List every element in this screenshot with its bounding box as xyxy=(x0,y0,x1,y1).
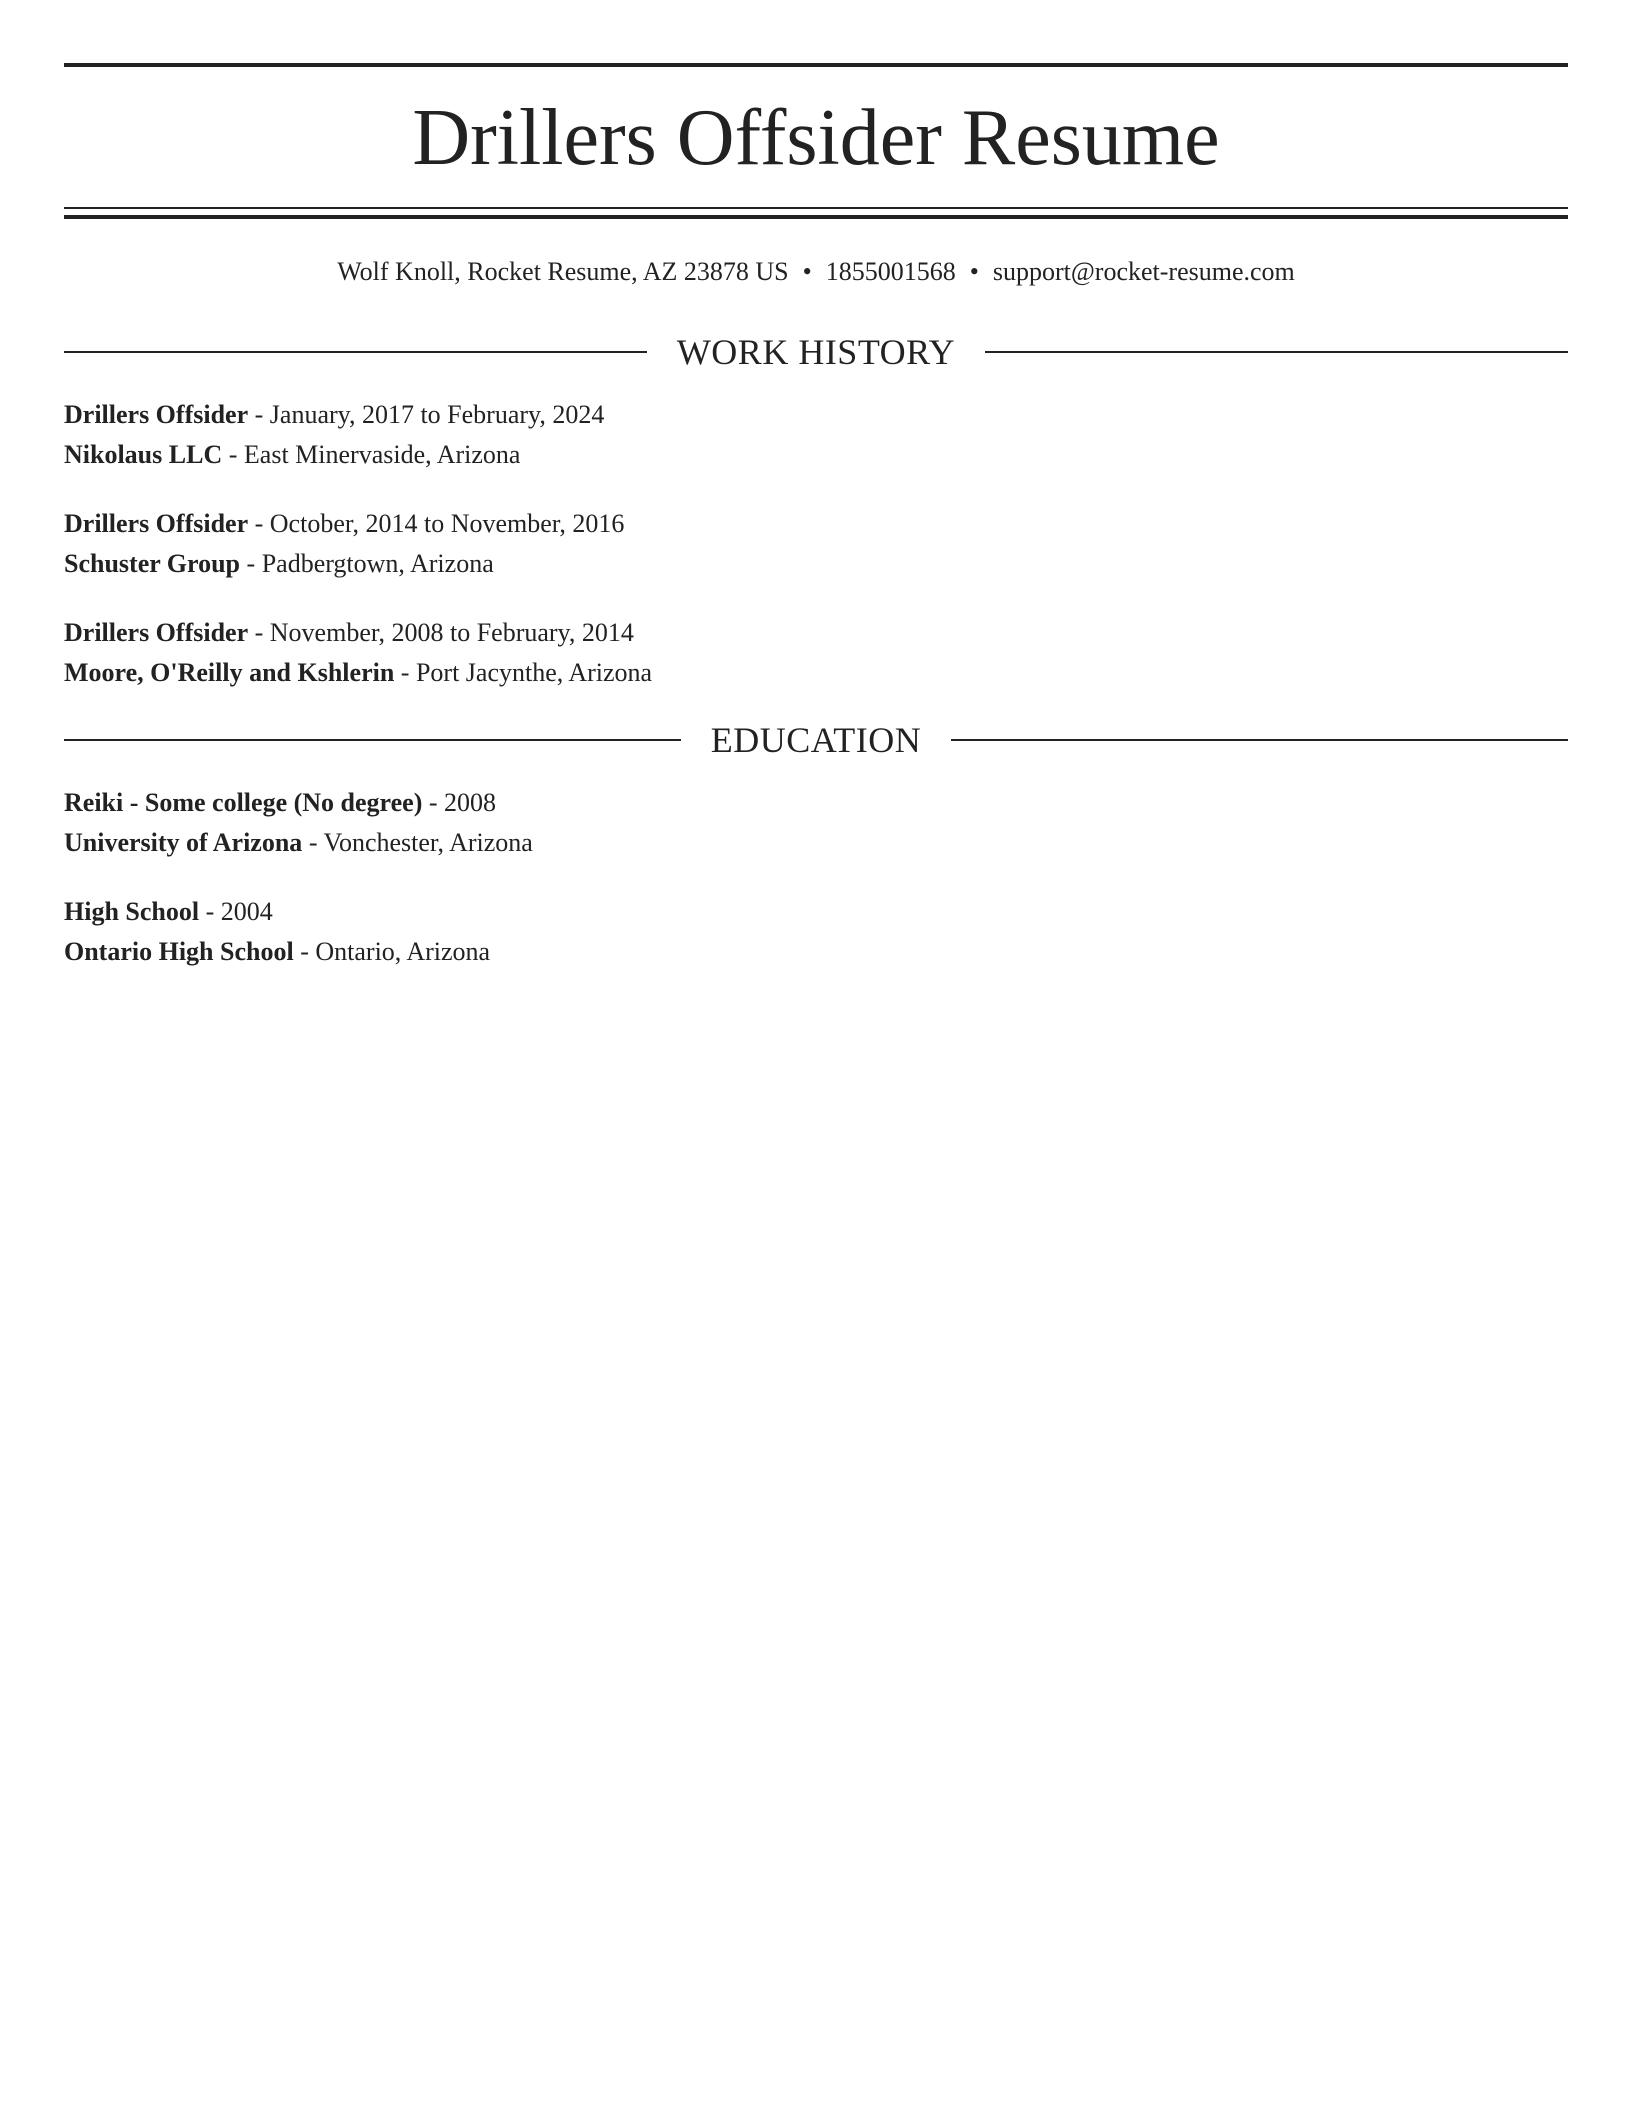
school-name: University of Arizona xyxy=(64,828,303,857)
job-title: Drillers Offsider xyxy=(64,618,249,647)
company-location: Padbergtown, Arizona xyxy=(261,549,494,578)
title-rule-thin xyxy=(64,207,1568,209)
company-name: Schuster Group xyxy=(64,549,241,578)
section-rule-left xyxy=(64,351,647,353)
dash: - xyxy=(422,788,445,817)
education-entry-degree-line xyxy=(64,783,1568,823)
education-entry-degree-line xyxy=(64,892,1568,932)
section-header-education xyxy=(64,718,1568,762)
job-dates: January, 2017 to February, 2024 xyxy=(269,400,605,429)
company-location: East Minervaside, Arizona xyxy=(243,440,521,469)
school-name: Ontario High School xyxy=(64,937,294,966)
section-rule-right xyxy=(985,351,1568,353)
company-location: Port Jacynthe, Arizona xyxy=(415,658,653,687)
section-rule-left xyxy=(64,739,681,741)
title-rule-thick xyxy=(64,215,1568,219)
section-title-education: EDUCATION xyxy=(710,720,922,760)
degree-title: Reiki - Some college (No degree) xyxy=(64,788,423,817)
company-name: Moore, O'Reilly and Kshlerin xyxy=(64,658,395,687)
graduation-year: 2004 xyxy=(220,897,273,926)
bullet-separator: • xyxy=(969,257,979,286)
work-entry-company-line xyxy=(64,544,1568,584)
dash: - xyxy=(240,549,262,578)
company-name: Nikolaus LLC xyxy=(64,440,223,469)
dash: - xyxy=(248,509,270,538)
resume-title: Drillers Offsider Resume xyxy=(412,94,1220,182)
school-location: Ontario, Arizona xyxy=(315,937,491,966)
contact-line xyxy=(64,254,1568,290)
work-entry-title-line xyxy=(64,395,1568,435)
section-rule-right xyxy=(951,739,1568,741)
education-entry-school-line xyxy=(64,932,1568,972)
bullet-separator: • xyxy=(802,257,812,286)
section-header-work-history xyxy=(64,330,1568,374)
work-entry-company-line xyxy=(64,653,1568,693)
education-entry-school-line xyxy=(64,823,1568,863)
dash: - xyxy=(222,440,244,469)
work-entry xyxy=(64,504,1568,584)
job-dates: November, 2008 to February, 2014 xyxy=(269,618,634,647)
dash: - xyxy=(302,828,324,857)
contact-email: support@rocket-resume.com xyxy=(992,257,1295,286)
education-entry xyxy=(64,783,1568,863)
job-dates: October, 2014 to November, 2016 xyxy=(269,509,625,538)
section-title-work-history: WORK HISTORY xyxy=(676,332,956,372)
work-entry-title-line xyxy=(64,613,1568,653)
degree-title: High School xyxy=(64,897,200,926)
dash: - xyxy=(248,400,270,429)
job-title: Drillers Offsider xyxy=(64,509,249,538)
school-location: Vonchester, Arizona xyxy=(323,828,533,857)
work-entry-company-line xyxy=(64,435,1568,475)
top-rule xyxy=(64,63,1568,67)
dash: - xyxy=(248,618,270,647)
dash: - xyxy=(199,897,221,926)
work-entry xyxy=(64,395,1568,475)
education-entry xyxy=(64,892,1568,972)
job-title: Drillers Offsider xyxy=(64,400,249,429)
work-entry-title-line xyxy=(64,504,1568,544)
dash: - xyxy=(293,937,316,966)
dash: - xyxy=(394,658,416,687)
work-entry xyxy=(64,613,1568,693)
contact-address: Wolf Knoll, Rocket Resume, AZ 23878 US xyxy=(337,257,789,286)
contact-phone: 1855001568 xyxy=(825,257,956,286)
graduation-year: 2008 xyxy=(444,788,497,817)
